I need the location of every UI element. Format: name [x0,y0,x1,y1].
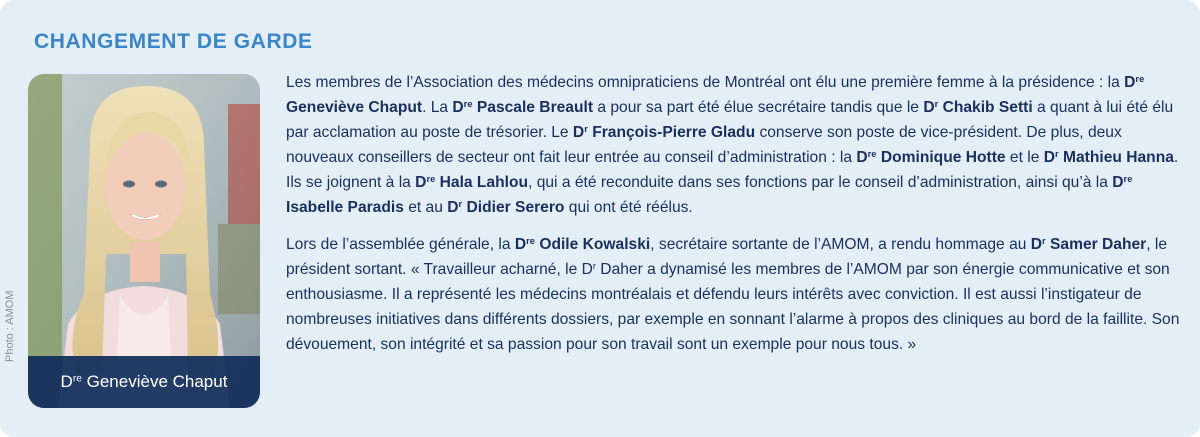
person-name: Dre Isabelle Paradis [286,173,1133,216]
person-name: Dre Hala Lahlou [415,173,529,191]
person-name: Dre Geneviève Chaput [286,73,1145,116]
person-name: Dre Dominique Hotte [856,148,1006,166]
person-name: $D^r$ François-Pierre Gladu [572,123,756,141]
photo-credit: Photo : AMOM [4,290,16,362]
portrait-photo [28,74,260,408]
person-name: $D^r$ Chakib Setti [923,98,1033,116]
person-name: $D^r$ Mathieu Hanna [1043,148,1174,166]
photo-caption-text: Dre Geneviève Chaput [60,372,228,391]
person-name: $D^r$ Didier Serero [447,198,565,216]
photo-caption [28,356,260,408]
person-name: Dre Pascale Breault [452,98,594,116]
person-name: $D^r$ Samer Daher [1030,235,1147,253]
paragraph-executive: Les membres de l’Association des médecins omnipraticiens de Montréal ont élu une première femme à la présidence : la Dre Geneviève Chaput. La Dre Pascale Breault a pour sa part été élue secrétaire tandis que le $D^r$ Chakib Setti a quant à lui été élu par acclamation au poste de trésorier. Le $D^r$ François-Pierre Gladu conserve son poste de vice-président. De plus, deux nouveaux conseillers de secteur ont fait leur entrée au conseil d’administration : la Dre Dominique Hotte et le $D^r$ Mathieu Hanna. Ils se joignent à la Dre Hala Lahlou, qui a été reconduite dans ses fonctions par le conseil d’administration, ainsi qu’à la Dre Isabelle Paradis et au $D^r$ Didier Serero qui ont été réélus. [286,73,1179,216]
section-heading: CHANGEMENT DE GARDE [34,30,313,53]
paragraph-tribute: Lors de l’assemblée générale, la Dre Odile Kowalski, secrétaire sortante de l’AMOM, a rendu hommage au $D^r$ Samer Daher, le président sortant. « Travailleur acharné, le $D^r$ Daher a dynamisé les membres de l’AMOM par son énergie communicative et son enthousiasme. Il a représenté les médecins montréalais et défendu leurs intérêts avec conviction. Il est aussi l’instigateur de nombreuses initiatives dans différents dossiers, par exemple en sonnant l’alarme à propos des cliniques au bord de la faillite. Son dévouement, son intégrité et sa passion pour son travail sont un exemple pour nous tous. » [286,235,1180,353]
person-name: Dre Odile Kowalski [514,235,651,253]
article-body [286,70,1186,369]
